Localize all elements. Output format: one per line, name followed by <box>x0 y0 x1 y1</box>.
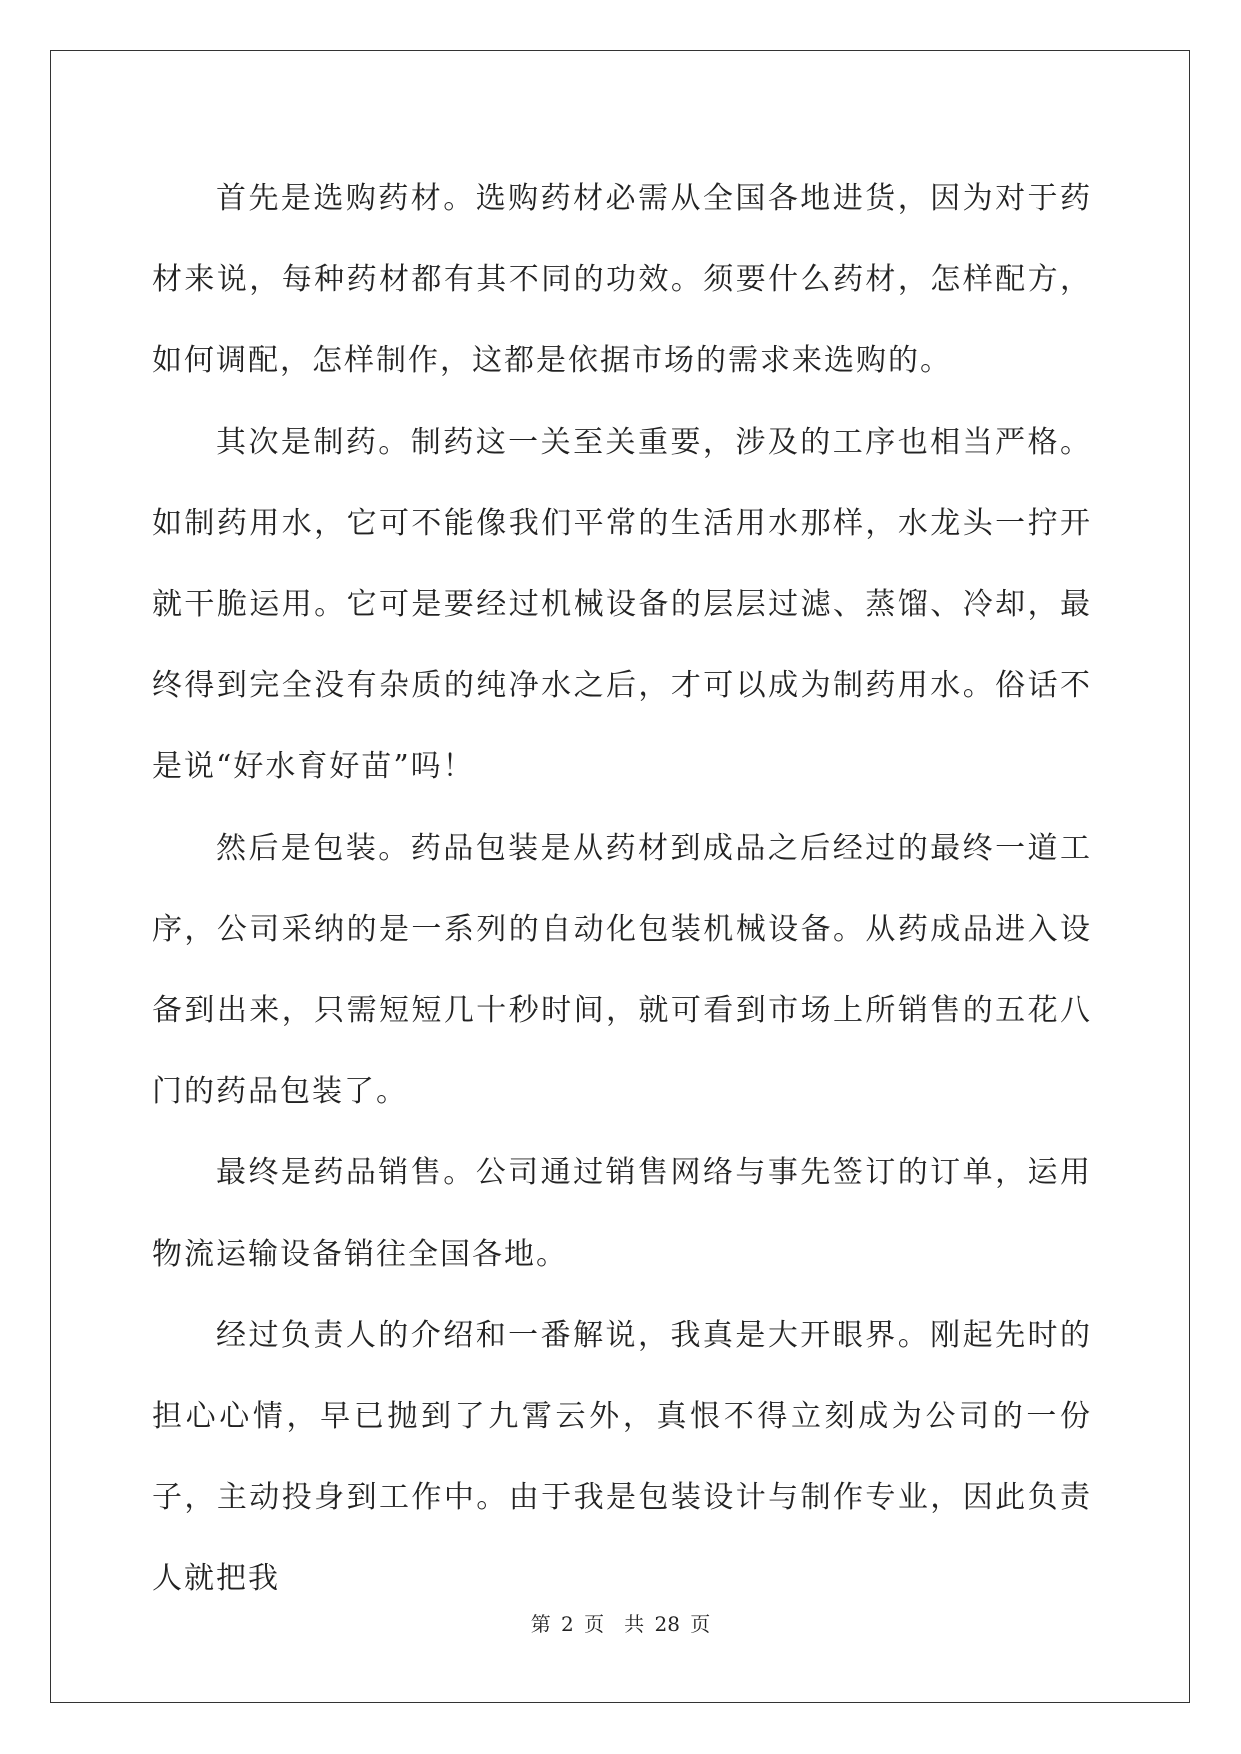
paragraph-manufacturing: 其次是制药。制药这一关至关重要，涉及的工序也相当严格。如制药用水，它可不能像我们平常的生活用水那样，水龙头一拧开就干脆运用。它可是要经过机械设备的层层过滤、蒸馏、冷却，最终得到完全没有杂质的纯净水之后，才可以成为制药用水。俗话不是说“好水育好苗”吗！ <box>152 424 1092 785</box>
paragraph-selecting-materials: 首先是选购药材。选购药材必需从全国各地进货，因为对于药材来说，每种药材都有其不同的功效。须要什么药材，怎样配方，如何调配，怎样制作，这都是依据市场的需求来选购的。 <box>152 181 1092 379</box>
page-number-footer: 第 2 页 共 28 页 <box>530 1612 711 1636</box>
paragraph-impression: 经过负责人的介绍和一番解说，我真是大开眼界。刚起先时的担心心情，早已抛到了九霄云外，真恨不得立刻成为公司的一份子，主动投身到工作中。由于我是包装设计与制作专业，因此负责人就把我 <box>152 1317 1092 1597</box>
paragraph-sales: 最终是药品销售。公司通过销售网络与事先签订的订单，运用物流运输设备销往全国各地。 <box>152 1155 1092 1272</box>
paragraph-packaging: 然后是包装。药品包装是从药材到成品之后经过的最终一道工序，公司采纳的是一系列的自动化包装机械设备。从药成品进入设备到出来，只需短短几十秒时间，就可看到市场上所销售的五花八门的药品包装了。 <box>152 830 1092 1110</box>
document-body <box>152 158 1092 1620</box>
